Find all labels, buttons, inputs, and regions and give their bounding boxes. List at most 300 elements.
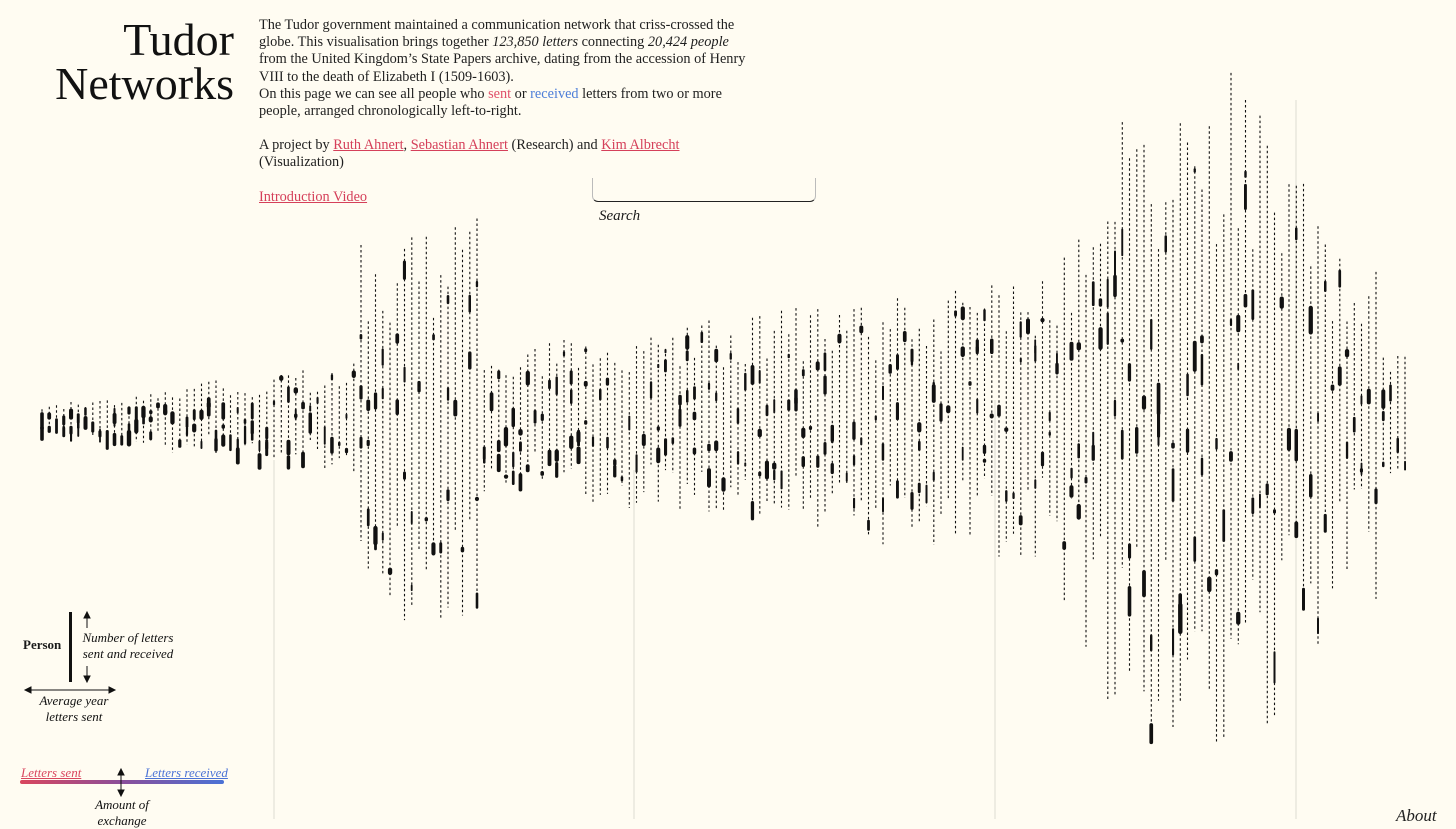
person-column[interactable] (672, 338, 675, 473)
person-mark (1215, 438, 1217, 450)
legend-person-label: Person (23, 637, 62, 652)
person-column[interactable] (1062, 258, 1066, 601)
person-column[interactable] (199, 384, 203, 449)
person-column[interactable] (1157, 249, 1161, 701)
person-mark (1193, 341, 1197, 372)
person-column[interactable] (1142, 145, 1146, 692)
person-column[interactable] (366, 321, 370, 568)
person-mark (265, 427, 268, 440)
person-column[interactable] (47, 407, 51, 433)
person-column[interactable] (809, 315, 812, 498)
person-column[interactable] (1345, 322, 1349, 572)
person-column[interactable] (1113, 222, 1117, 695)
person-column[interactable] (120, 403, 123, 446)
person-mark (1128, 586, 1132, 617)
person-column[interactable] (563, 340, 565, 472)
person-column[interactable] (497, 370, 501, 472)
person-column[interactable] (439, 275, 442, 618)
person-mark (882, 497, 884, 512)
legend-person-bar (69, 612, 72, 682)
person-column[interactable] (599, 358, 602, 495)
person-column[interactable] (1374, 272, 1377, 599)
person-column[interactable] (1055, 326, 1058, 522)
credits-paragraph (259, 137, 759, 171)
person-column[interactable] (411, 237, 413, 606)
person-column[interactable] (1280, 253, 1284, 560)
person-mark (395, 333, 399, 343)
person-column[interactable] (106, 400, 109, 450)
person-column[interactable] (816, 309, 820, 527)
person-mark (1005, 490, 1007, 502)
person-column[interactable] (1215, 244, 1218, 741)
person-column[interactable] (192, 389, 196, 448)
person-column[interactable] (1069, 313, 1073, 499)
person-column[interactable] (555, 364, 559, 478)
person-mark (1237, 363, 1239, 370)
person-mark (859, 326, 863, 334)
person-column[interactable] (584, 347, 588, 497)
person-column[interactable] (518, 367, 522, 491)
person-mark (490, 392, 494, 411)
person-mark (1135, 427, 1138, 454)
person-mark (1345, 349, 1349, 357)
person-column[interactable] (1360, 324, 1363, 489)
person-column[interactable] (382, 311, 384, 574)
person-column[interactable] (113, 405, 117, 446)
person-column[interactable] (417, 282, 420, 550)
person-mark (882, 386, 884, 401)
person-column[interactable] (685, 328, 689, 484)
person-mark (127, 407, 130, 415)
person-column[interactable] (178, 399, 181, 449)
person-column[interactable] (163, 392, 167, 446)
person-column[interactable] (628, 372, 630, 508)
person-mark (1121, 430, 1124, 460)
person-column[interactable] (345, 383, 348, 455)
person-column[interactable] (917, 329, 921, 523)
person-mark (360, 437, 363, 449)
person-mark (1244, 184, 1247, 210)
person-column[interactable] (823, 339, 826, 513)
person-column[interactable] (236, 392, 240, 465)
person-column[interactable] (483, 370, 486, 491)
person-column[interactable] (1178, 123, 1182, 703)
person-mark (968, 381, 971, 386)
person-mark (802, 456, 806, 467)
person-column[interactable] (875, 360, 877, 508)
legend-count-label (78, 630, 178, 662)
person-mark (990, 339, 994, 355)
person-mark (475, 497, 479, 501)
person-mark (896, 402, 899, 420)
person-column[interactable] (882, 322, 885, 544)
person-mark (273, 400, 275, 405)
person-mark (882, 443, 885, 461)
person-mark (1113, 275, 1117, 297)
person-mark (309, 405, 311, 411)
person-column[interactable] (1259, 116, 1261, 613)
person-mark (621, 476, 624, 481)
person-column[interactable] (910, 339, 913, 528)
person-column[interactable] (1128, 158, 1132, 673)
person-column[interactable] (490, 366, 494, 469)
person-column[interactable] (207, 382, 211, 435)
person-mark (656, 447, 660, 463)
person-column[interactable] (939, 351, 942, 514)
sebastian-ahnert-link[interactable]: Sebastian Ahnert (410, 137, 508, 154)
person-column[interactable] (1331, 321, 1335, 588)
person-column[interactable] (77, 405, 80, 437)
intro-text-a: The Tudor government maintained a communication network that criss-crossed the globe. This visualisation brings together (259, 17, 735, 51)
person-mark (1121, 229, 1123, 257)
person-column[interactable] (294, 378, 298, 454)
person-mark (1194, 168, 1196, 173)
person-mark (664, 359, 667, 372)
person-column[interactable] (431, 318, 435, 556)
about-link[interactable]: About (1396, 806, 1437, 825)
person-mark (788, 354, 790, 359)
person-mark (765, 461, 769, 480)
person-mark (404, 367, 406, 383)
person-mark (875, 415, 877, 420)
person-column[interactable] (1404, 357, 1406, 471)
person-column[interactable] (453, 227, 457, 531)
person-mark (1295, 227, 1298, 240)
person-mark (55, 418, 58, 434)
person-column[interactable] (324, 386, 326, 470)
person-mark (1012, 492, 1014, 499)
person-column[interactable] (903, 308, 907, 498)
person-column[interactable] (55, 405, 58, 434)
person-column[interactable] (896, 298, 899, 498)
person-column[interactable] (1026, 312, 1030, 490)
person-column[interactable] (1244, 100, 1248, 623)
person-mark (1389, 385, 1392, 402)
person-column[interactable] (714, 346, 718, 510)
person-column[interactable] (1207, 126, 1211, 689)
person-mark (301, 402, 305, 410)
intro-text-e: letters from two or more people, arranged chronologically left-to-right. (259, 85, 722, 120)
person-column[interactable] (636, 346, 638, 503)
person-column[interactable] (867, 337, 870, 535)
person-mark (569, 436, 573, 450)
person-column[interactable] (621, 370, 624, 485)
person-mark (657, 426, 660, 431)
person-column[interactable] (576, 368, 580, 464)
person-column[interactable] (170, 397, 174, 452)
person-mark (411, 585, 413, 592)
person-column[interactable] (1149, 204, 1153, 744)
person-column[interactable] (1098, 244, 1102, 537)
person-mark (1142, 395, 1146, 409)
search-input[interactable] (592, 178, 816, 202)
ruth-ahnert-link[interactable]: Ruth Ahnert (333, 137, 404, 154)
person-column[interactable] (1165, 202, 1168, 561)
person-column[interactable] (954, 291, 957, 535)
person-column[interactable] (512, 377, 516, 485)
person-column[interactable] (961, 303, 965, 482)
person-mark (1360, 468, 1363, 473)
person-column[interactable] (693, 358, 697, 495)
person-column[interactable] (258, 395, 262, 470)
person-column[interactable] (664, 349, 667, 470)
person-column[interactable] (468, 232, 471, 520)
person-mark (1244, 171, 1246, 178)
kim-albrecht-link[interactable]: Kim Albrecht (601, 137, 680, 154)
person-mark (345, 448, 348, 453)
person-column[interactable] (1266, 146, 1269, 726)
person-column[interactable] (730, 336, 732, 488)
person-column[interactable] (1397, 356, 1400, 470)
person-mark (374, 392, 377, 409)
person-column[interactable] (1049, 320, 1051, 516)
person-column[interactable] (1287, 184, 1291, 535)
person-column[interactable] (1040, 281, 1044, 477)
person-column[interactable] (946, 301, 950, 501)
person-column[interactable] (1135, 149, 1138, 547)
introduction-video-link[interactable]: Introduction Video (259, 188, 368, 205)
person-column[interactable] (526, 355, 530, 475)
person-column[interactable] (359, 245, 362, 541)
person-column[interactable] (1381, 358, 1385, 468)
person-column[interactable] (388, 323, 392, 596)
person-column[interactable] (801, 361, 805, 511)
person-column[interactable] (968, 307, 971, 537)
person-column[interactable] (1324, 245, 1327, 533)
person-column[interactable] (301, 370, 305, 468)
person-column[interactable] (446, 287, 449, 608)
person-column[interactable] (707, 321, 711, 512)
person-column[interactable] (737, 362, 740, 497)
person-column[interactable] (751, 318, 755, 521)
person-column[interactable] (650, 338, 652, 465)
person-mark (576, 431, 580, 443)
person-column[interactable] (1004, 331, 1008, 542)
person-column[interactable] (569, 343, 573, 468)
person-column[interactable] (656, 345, 660, 502)
person-mark (759, 370, 761, 384)
person-mark (548, 380, 551, 390)
person-mark (678, 395, 682, 406)
person-mark (939, 403, 942, 422)
person-mark (693, 412, 697, 421)
person-column[interactable] (317, 392, 319, 449)
person-column[interactable] (221, 388, 225, 446)
person-column[interactable] (1273, 213, 1276, 717)
person-column[interactable] (425, 237, 428, 571)
person-mark (431, 542, 435, 555)
person-mark (221, 434, 225, 446)
person-column[interactable] (642, 351, 646, 492)
person-column[interactable] (1085, 275, 1088, 647)
person-mark (816, 361, 820, 370)
person-column[interactable] (186, 389, 189, 444)
person-column[interactable] (1302, 184, 1305, 611)
person-mark (853, 455, 855, 466)
person-column[interactable] (352, 364, 356, 472)
person-column[interactable] (1222, 214, 1225, 738)
person-mark (1004, 427, 1008, 432)
person-column[interactable] (852, 309, 855, 515)
person-column[interactable] (338, 386, 341, 458)
person-column[interactable] (606, 353, 609, 494)
person-column[interactable] (889, 329, 892, 485)
person-column[interactable] (1389, 372, 1392, 473)
person-column[interactable] (84, 407, 88, 430)
person-column[interactable] (1186, 143, 1189, 660)
person-column[interactable] (1077, 240, 1081, 520)
person-mark (396, 399, 400, 415)
person-column[interactable] (1012, 287, 1014, 534)
person-mark (1049, 412, 1051, 422)
person-column[interactable] (990, 285, 994, 495)
person-column[interactable] (613, 363, 616, 478)
person-column[interactable] (309, 393, 313, 440)
person-column[interactable] (62, 409, 65, 437)
person-column[interactable] (540, 376, 544, 478)
person-column[interactable] (1229, 73, 1233, 639)
person-mark (707, 468, 711, 487)
person-mark (837, 334, 841, 344)
person-mark (512, 408, 516, 427)
intro-text-c: from the United Kingdom’s State Papers archive, dating from the accession of Henry VIII to the death of Elizabeth I (1509-1603). (259, 51, 746, 85)
person-column[interactable] (265, 392, 268, 456)
person-column[interactable] (1317, 226, 1319, 644)
person-column[interactable] (1193, 166, 1197, 631)
person-column[interactable] (1120, 122, 1124, 568)
person-column[interactable] (40, 409, 44, 441)
person-column[interactable] (1251, 249, 1254, 580)
person-column[interactable] (859, 308, 863, 502)
person-column[interactable] (127, 406, 131, 446)
person-column[interactable] (701, 326, 704, 472)
person-column[interactable] (1353, 303, 1356, 490)
person-column[interactable] (395, 283, 399, 527)
person-column[interactable] (678, 366, 682, 509)
person-column[interactable] (1309, 266, 1313, 583)
person-column[interactable] (156, 398, 160, 433)
person-mark (149, 416, 153, 422)
person-column[interactable] (758, 316, 762, 514)
person-column[interactable] (1034, 336, 1036, 557)
person-column[interactable] (149, 394, 153, 440)
person-column[interactable] (765, 359, 769, 503)
person-mark (1353, 417, 1356, 433)
person-column[interactable] (976, 313, 979, 497)
person-mark (330, 437, 334, 454)
legend-received-label: Letters received (145, 765, 228, 780)
person-column[interactable] (831, 351, 834, 494)
person-column[interactable] (98, 401, 101, 443)
person-mark (201, 441, 203, 449)
person-mark (519, 441, 522, 451)
person-mark (411, 511, 413, 524)
person-column[interactable] (1338, 259, 1342, 502)
person-column[interactable] (926, 346, 928, 506)
people-count: 20,424 people (647, 34, 729, 51)
person-column[interactable] (279, 375, 283, 453)
person-mark (229, 434, 232, 451)
person-mark (1114, 400, 1116, 417)
person-column[interactable] (273, 380, 275, 460)
person-column[interactable] (330, 373, 334, 464)
person-column[interactable] (1019, 312, 1023, 556)
person-column[interactable] (134, 397, 138, 442)
person-column[interactable] (983, 309, 986, 479)
person-column[interactable] (1171, 200, 1175, 727)
person-mark (447, 387, 449, 401)
person-mark (338, 442, 341, 446)
person-column[interactable] (744, 364, 746, 480)
person-mark (976, 339, 979, 352)
person-column[interactable] (548, 343, 552, 466)
person-column[interactable] (932, 320, 936, 545)
person-column[interactable] (461, 250, 465, 616)
person-column[interactable] (214, 381, 217, 454)
person-column[interactable] (1092, 247, 1095, 559)
person-column[interactable] (1236, 228, 1240, 644)
legend-count-line-1: Number of letters (82, 630, 174, 645)
person-column[interactable] (244, 393, 247, 445)
person-mark (324, 426, 326, 445)
person-mark (730, 353, 732, 360)
person-column[interactable] (141, 401, 145, 443)
person-column[interactable] (837, 315, 841, 485)
person-column[interactable] (373, 274, 377, 550)
person-mark (91, 421, 94, 432)
person-column[interactable] (592, 364, 594, 501)
person-mark (1331, 385, 1335, 391)
person-mark (599, 389, 602, 401)
person-column[interactable] (1200, 190, 1204, 632)
person-mark (1077, 443, 1080, 458)
person-mark (504, 427, 508, 447)
person-column[interactable] (287, 375, 291, 469)
person-mark (447, 295, 450, 304)
person-column[interactable] (504, 375, 508, 482)
person-mark (382, 388, 384, 400)
person-column[interactable] (229, 395, 232, 451)
person-mark (584, 420, 587, 425)
person-column[interactable] (534, 349, 537, 454)
person-column[interactable] (846, 331, 848, 483)
person-column[interactable] (91, 403, 94, 437)
person-mark (946, 405, 950, 413)
person-column[interactable] (475, 219, 479, 609)
person-mark (846, 473, 848, 482)
person-mark (831, 463, 834, 474)
person-column[interactable] (787, 334, 790, 509)
person-column[interactable] (794, 308, 798, 477)
person-mark (672, 437, 675, 444)
person-mark (1236, 612, 1240, 625)
person-mark (642, 434, 646, 446)
person-mark (933, 382, 935, 401)
person-column[interactable] (1107, 222, 1109, 700)
person-mark (69, 409, 73, 420)
person-column[interactable] (1367, 296, 1371, 532)
person-column[interactable] (997, 295, 1001, 556)
person-column[interactable] (781, 311, 783, 508)
person-column[interactable] (721, 367, 725, 512)
person-column[interactable] (403, 249, 406, 620)
legend-count-line-2: sent and received (82, 646, 174, 661)
person-column[interactable] (251, 397, 254, 443)
person-mark (1201, 354, 1204, 386)
person-column[interactable] (772, 331, 776, 504)
person-column[interactable] (69, 402, 73, 442)
person-mark (1085, 477, 1088, 484)
